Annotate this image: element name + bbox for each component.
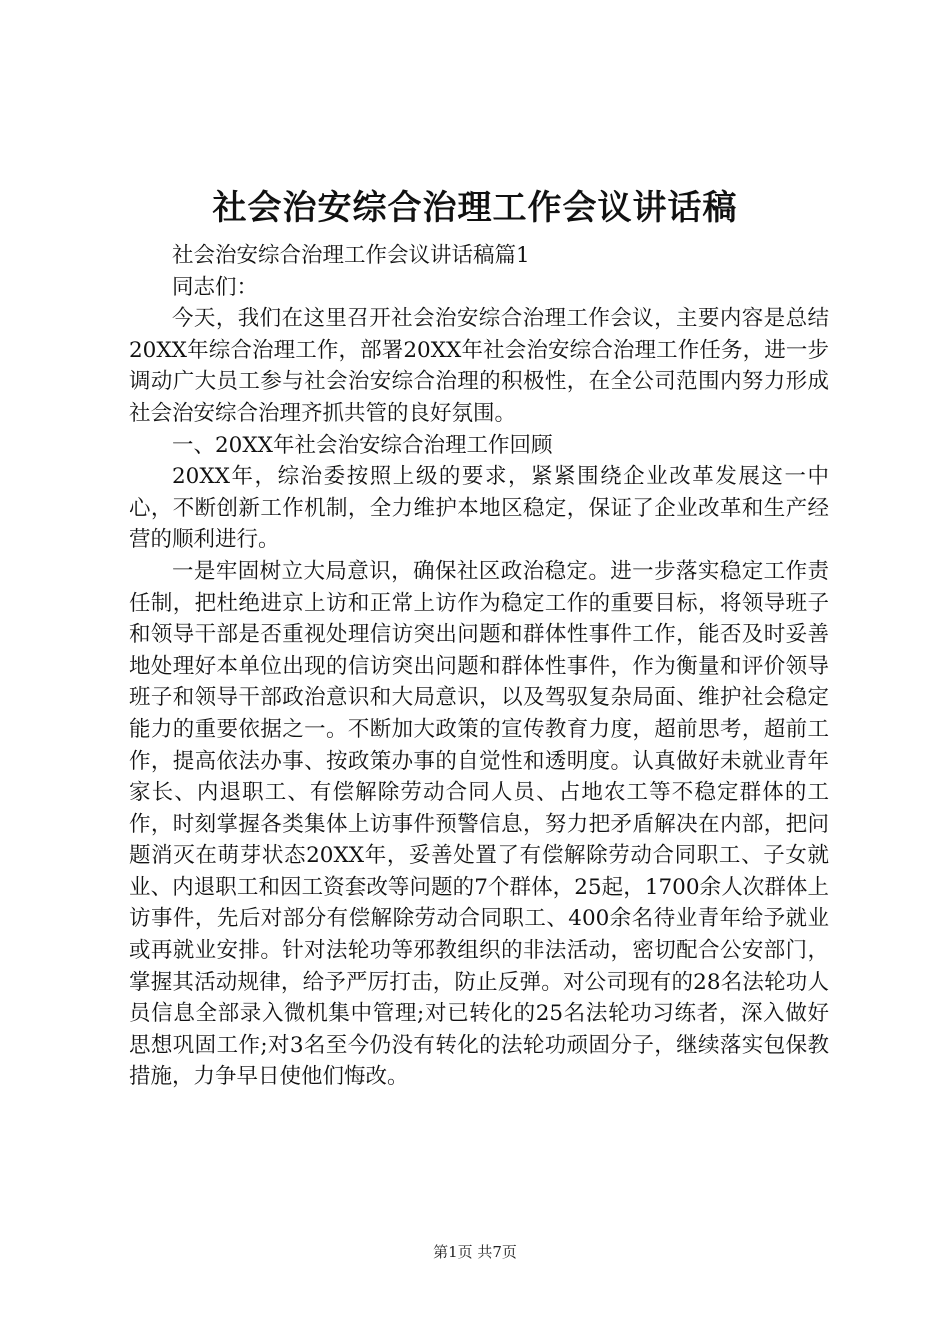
body-paragraph: 一是牢固树立大局意识，确保社区政治稳定。进一步落实稳定工作责任制，把杜绝进京上访和正常上访作为稳定工作的重要目标，将领导班子和领导干部是否重视处理信访突出问题和群体性事件工作，能否及时妥善地处理好本单位出现的信访突出问题和群体性事件，作为衡量和评价领导班子和领导干部政治意识和大局意识，以及驾驭复杂局面、维护社会稳定能力的重要依据之一。不断加大政策的宣传教育力度，超前思考，超前工作，提高依法办事、按政策办事的自觉性和透明度。认真做好未就业青年家长、内退职工、有偿解除劳动合同人员、占地农工等不稳定群体的工作，时刻掌握各类集体上访事件预警信息，努力把矛盾解决在内部，把问题消灭在萌芽状态20XX年，妥善处置了有偿解除劳动合同职工、子女就业、内退职工和因工资套改等问题的7个群体，25起，1700余人次群体上访事件，先后对部分有偿解除劳动合同职工、400余名待业青年给予就业或再就业安排。针对法轮功等邪教组织的非法活动，密切配合公安部门，掌握其活动规律，给予严厉打击，防止反弹。对公司现有的28名法轮功人员信息全部录入微机集中管理;对已转化的25名法轮功习练者，深入做好思想巩固工作;对3名至今仍没有转化的法轮功顽固分子，继续落实包保教措施，力争早日使他们悔改。 — [129, 558, 829, 1090]
page-number: 第1页 共7页 — [433, 1243, 517, 1261]
body-paragraph: 20XX年，综治委按照上级的要求，紧紧围绕企业改革发展这一中心，不断创新工作机制，全力维护本地区稳定，保证了企业改革和生产经营的顺利进行。 — [129, 464, 829, 553]
subsection-heading: 一、20XX年社会治安综合治理工作回顾 — [172, 432, 553, 458]
salutation: 同志们： — [172, 274, 259, 300]
section-heading: 社会治安综合治理工作会议讲话稿篇1 — [172, 243, 530, 268]
body-paragraph: 今天，我们在这里召开社会治安综合治理工作会议，主要内容是总结20XX年综合治理工作，部署20XX年社会治安综合治理工作任务，进一步调动广大员工参与社会治安综合治理的积极性，在全公司范围内努力形成社会治安综合治理齐抓共管的良好氛围。 — [129, 306, 829, 426]
page-footer — [0, 1242, 950, 1262]
document-body — [129, 240, 829, 1093]
document-title: 社会治安综合治理工作会议讲话稿 — [212, 188, 738, 228]
